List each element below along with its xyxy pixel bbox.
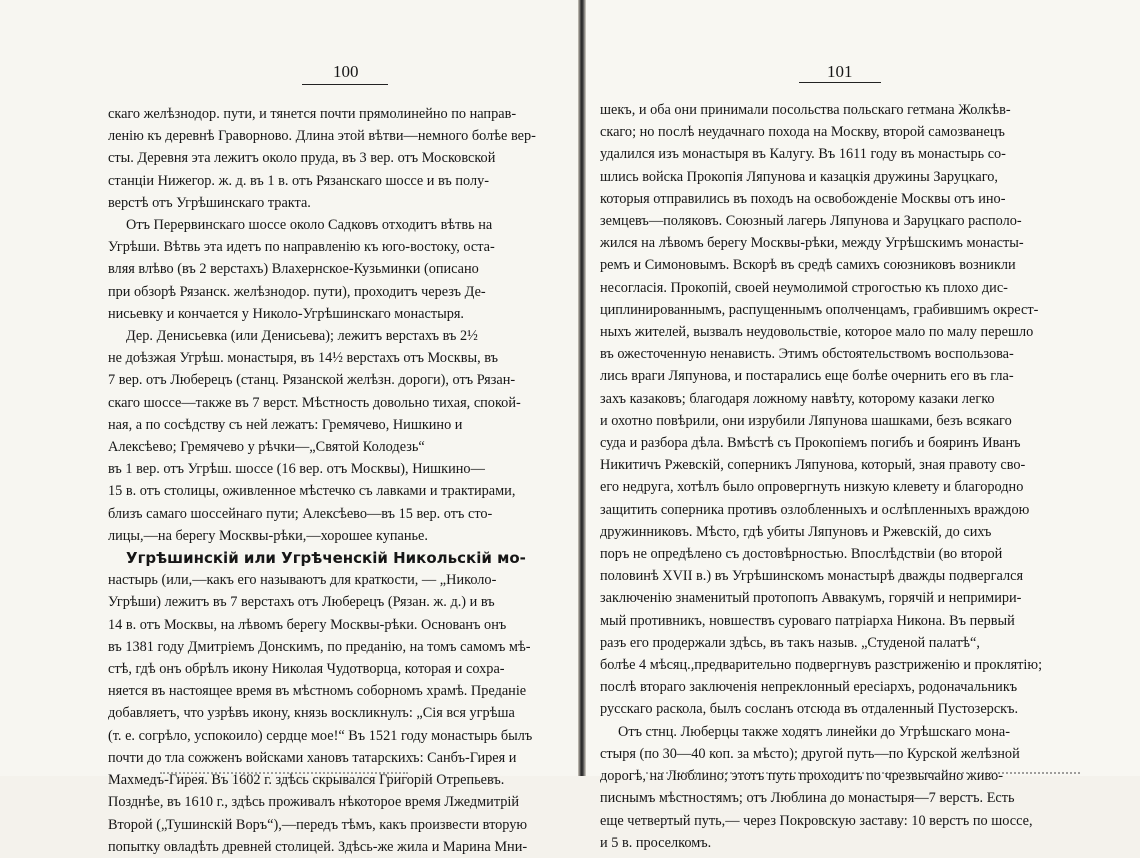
text-line: 7 вер. отъ Люберецъ (станц. Рязанской желѣзн. дороги), отъ Рязан- <box>108 372 516 389</box>
text-line: жился на лѣвомъ берегу Москвы-рѣки, между Угрѣшскимъ монасты- <box>600 235 1024 252</box>
text-line: (т. е. согрѣло, успокоило) сердце мое!“ Въ 1521 году монастырь былъ <box>108 727 533 744</box>
right-page <box>586 0 1140 851</box>
left-page-bottom-marks <box>160 764 408 774</box>
text-line: скаго желѣзнодор. пути, и тянется почти прямолинейно по направ- <box>108 106 517 122</box>
text-line: станціи Нижегор. ж. д. въ 1 в. отъ Рязанскаго шоссе и въ полу- <box>108 172 490 189</box>
text-line: нисьевку и кончается у Николо-Угрѣшинскаго монастыря. <box>108 305 464 322</box>
text-line: Отъ стнц. Люберцы также ходятъ линейки до Угрѣшскаго мона- <box>618 723 1010 740</box>
text-line: лись враги Ляпунова, и постарались еще болѣе очернить его въ гла- <box>600 368 1014 385</box>
text-line: циплинированнымъ, распущеннымъ ополченцамъ, грабившимъ окрест- <box>600 301 1039 318</box>
left-page-body-text <box>108 103 570 858</box>
text-line: няется въ настоящее время въ мѣстномъ соборномъ храмѣ. Преданіе <box>108 683 527 700</box>
text-line: несогласія. Прокопій, своей неумолимой строгостью къ плохо дис- <box>600 279 1008 296</box>
text-line: ныхъ жителей, вызвалъ неудовольствіе, которое мало по малу перешло <box>600 324 1034 341</box>
text-line: верстѣ отъ Угрѣшинскаго тракта. <box>108 194 311 211</box>
text-line: сты. Деревня эта лежитъ около пруда, въ 3 вер. отъ Московской <box>108 150 496 167</box>
text-line: которыя отправились въ походъ на освобожденіе Москвы отъ ино- <box>600 190 1006 207</box>
text-line: суда и разбора дѣла. Вмѣстѣ съ Прокопіемъ погибъ и бояринъ Иванъ <box>600 435 1021 452</box>
text-line: заключенію знаменитый протопопъ Аввакумъ, горячій и непримири- <box>600 590 1022 607</box>
right-page-bottom-marks <box>646 764 1080 774</box>
text-line: его недруга, хотѣлъ было опровергнуть низкую клевету и благородно <box>600 479 1024 496</box>
text-line: стѣ, гдѣ онъ обрѣлъ икону Николая Чудотворца, которая и сохра- <box>108 661 505 678</box>
text-line: Угрѣши) лежитъ въ 7 верстахъ отъ Люберецъ (Рязан. ж. д.) и въ <box>108 594 495 611</box>
text-line: удалился изъ монастыря въ Калугу. Въ 1611 году въ монастырь со- <box>600 146 1006 163</box>
text-line: попытку овладѣть древней столицей. Здѣсь-же жила и Марина Мни- <box>108 838 528 855</box>
text-line: шекъ, и оба они принимали посольства польскаго гетмана Жолкѣв- <box>600 102 1011 118</box>
right-page-body-text <box>600 99 1078 854</box>
text-line: добавляетъ, что узрѣвъ икону, князь воскликнулъ: „Сія вся угрѣша <box>108 705 515 722</box>
text-line: Никитичъ Ржевскій, соперникъ Ляпунова, который, зная правоту сво- <box>600 457 1026 474</box>
text-line: шлись войска Прокопія Ляпунова и казацкія дружины Заруцкаго, <box>600 168 998 185</box>
text-line: и 5 в. проселкомъ. <box>600 834 712 851</box>
left-page-number-rule <box>302 84 388 85</box>
right-page-number-rule <box>799 82 881 83</box>
text-line: Алексѣево; Гремячево у рѣчки—„Святой Колодезь“ <box>108 439 425 456</box>
text-line: въ 1381 году Дмитріемъ Донскимъ, по преданію, на томъ самомъ мѣ- <box>108 638 531 655</box>
book-gutter <box>578 0 586 776</box>
text-line: Позднѣе, въ 1610 г., здѣсь проживалъ нѣкоторое время Лжедмитрій <box>108 794 520 811</box>
text-line: захъ казаковъ; благодаря ложному навѣту, которому казаки легко <box>600 390 995 407</box>
text-line: 15 в. отъ столицы, оживленное мѣстечко съ лавками и трактирами, <box>108 483 516 500</box>
text-line: Отъ Перервинскаго шоссе около Садковъ отходитъ вѣтвь на <box>126 217 493 234</box>
text-line: настырь (или,—какъ его называютъ для краткости, — „Николо- <box>108 572 497 589</box>
text-line: половинѣ XVII в.) въ Угрѣшинскомъ монастырѣ дважды подвергался <box>600 568 1024 585</box>
text-line: земцевъ—поляковъ. Союзный лагерь Ляпунова и Заруцкаго располо- <box>600 213 1022 230</box>
text-line: послѣ втораго заключенія непреклонный ересіархъ, родоначальникъ <box>600 679 1018 696</box>
text-line: Угрѣши. Вѣтвь эта идетъ по направленію къ юго-востоку, оста- <box>108 239 495 256</box>
text-line: въ 1 вер. отъ Угрѣш. шоссе (16 вер. отъ Москвы), Нишкино— <box>108 461 485 478</box>
text-line: вляя влѣво (въ 2 верстахъ) Влахернское-Кузьминки (описано <box>108 261 479 278</box>
text-line: дружинниковъ. Мѣсто, гдѣ убиты Ляпуновъ и Ржевскій, до сихъ <box>600 523 992 540</box>
text-line: мый противникъ, новшествъ суроваго патріарха Никона. Въ первый <box>600 612 1015 629</box>
text-line: поръ не опредѣлено съ достовѣрностью. Впослѣдствіи (во второй <box>600 546 1003 563</box>
text-line: 14 в. отъ Москвы, на лѣвомъ берегу Москвы-рѣки. Основанъ онъ <box>108 616 507 633</box>
text-line: почти до тла сожженъ войсками хановъ татарскихъ: Санбъ-Гирея и <box>108 749 517 766</box>
text-line: близъ самаго шоссейнаго пути; Алексѣево—въ 15 вер. отъ сто- <box>108 505 493 522</box>
right-page-number: 101 <box>827 62 853 81</box>
text-line: стыря (по 30—40 коп. за мѣсто); другой путь—по Курской желѣзной <box>600 745 1020 762</box>
text-line: разъ его продержали здѣсь, въ такъ назыв. „Студеной палатѣ“, <box>600 634 980 651</box>
text-line: Махмедъ-Гирея. Въ 1602 г. здѣсь скрывался Григорій Отрепьевъ. <box>108 772 505 789</box>
text-line: русскаго раскола, былъ сосланъ отсюда въ отдаленный Пустозерскъ. <box>600 701 1019 718</box>
text-line: и охотно повѣрили, они изрубили Ляпунова шашками, безъ всякаго <box>600 412 1012 429</box>
text-line: Второй („Тушинскій Воръ“),—передъ тѣмъ, какъ произвести вторую <box>108 816 528 833</box>
text-line: писнымъ мѣстностямъ; отъ Люблина до монастыря—7 верстъ. Есть <box>600 790 1015 807</box>
text-line: въ ожесточенную ненависть. Этимъ обстоятельствомъ воспользова- <box>600 346 1014 363</box>
text-line: Угрѣшинскій или Угрѣченскій Никольскій мо- <box>126 549 526 568</box>
text-line: при обзорѣ Рязанск. желѣзнодор. пути), проходитъ черезъ Де- <box>108 283 486 300</box>
text-line: дорогѣ, на Люблино; этотъ путь проходитъ по чрезвычайно живо- <box>600 768 1003 785</box>
text-line: Дер. Денисьевка (или Денисьева); лежитъ верстахъ въ 2½ <box>126 328 478 345</box>
text-line: болѣе 4 мѣсяц.,предварительно подвергнувъ разстриженію и проклятію; <box>600 657 1043 674</box>
left-page-number: 100 <box>333 62 359 81</box>
text-line: ремъ и Симоновымъ. Вскорѣ въ средѣ самихъ союзниковъ возникли <box>600 257 1016 274</box>
text-line: ная, а по сосѣдству съ ней лежатъ: Гремячево, Нишкино и <box>108 416 463 433</box>
text-line: лицы,—на берегу Москвы-рѣки,—хорошее купанье. <box>108 527 428 544</box>
text-line: ленію къ деревнѣ Граворново. Длина этой вѣтви—немного болѣе вер- <box>108 128 536 145</box>
text-line: скаго шоссе—также въ 7 верст. Мѣстность довольно тихая, спокой- <box>108 394 521 411</box>
text-line: еще четвертый путь,— через Покровскую заставу: 10 верстъ по шоссе, <box>600 812 1033 829</box>
text-line: скаго; но послѣ неудачнаго похода на Москву, второй самозванецъ <box>600 124 1005 141</box>
text-line: защитить соперника противъ озлобленныхъ и ослѣпленныхъ враждою <box>600 501 1030 518</box>
text-line: не доѣзжая Угрѣш. монастыря, въ 14½ верстахъ отъ Москвы, въ <box>108 350 499 367</box>
